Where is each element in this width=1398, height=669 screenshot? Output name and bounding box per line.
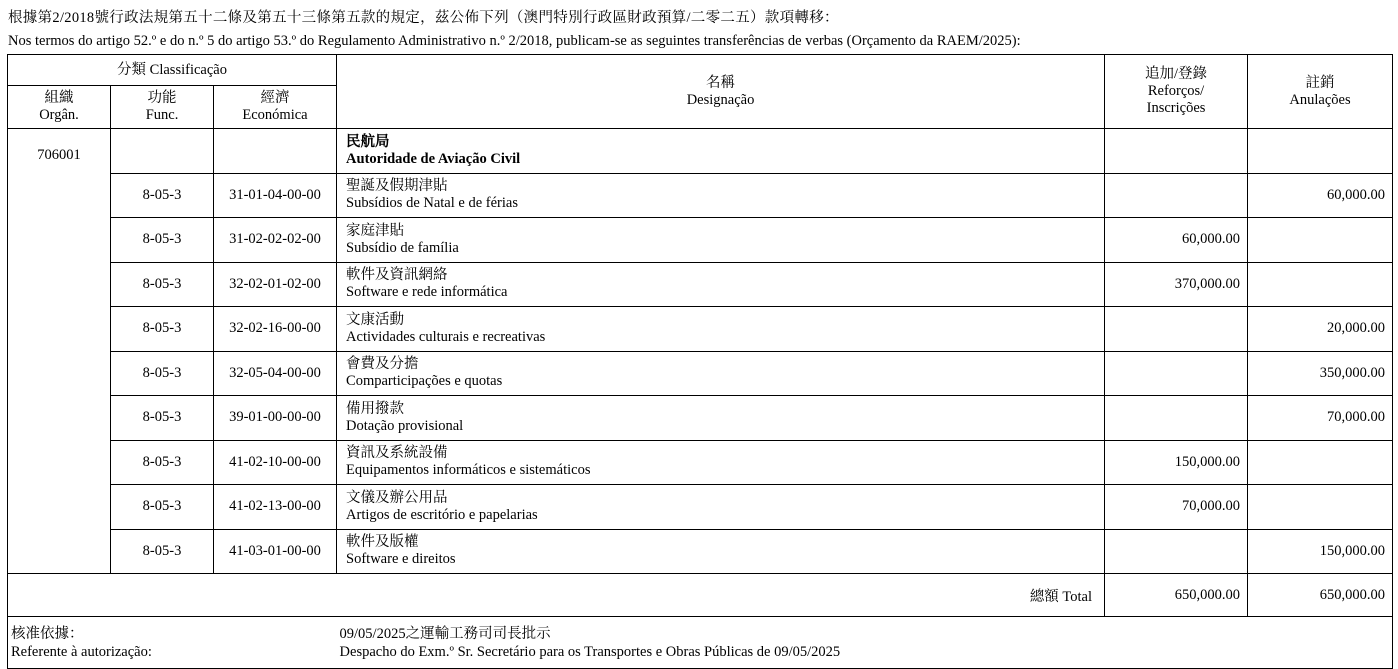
- functional-header: [111, 86, 214, 129]
- intro-chinese: 根據第2/2018號行政法規第五十二條及第五十三條第五款的規定，茲公佈下列（澳門特別行政區財政預算/二零二五）款項轉移：: [8, 10, 839, 26]
- table-row: [8, 307, 1393, 352]
- organ-name-zh: 民航局: [346, 133, 390, 150]
- annulment-amount: 150,000.00: [1248, 529, 1393, 574]
- designation-cell: [337, 262, 1105, 307]
- economic-code: 39-01-00-00-00: [214, 396, 337, 441]
- designation-pt: Actividades culturais e recreativas: [346, 328, 546, 345]
- table-row: [8, 262, 1393, 307]
- organ-reinf-cell: [1105, 129, 1248, 174]
- total-row: [8, 574, 1393, 617]
- authorization-text: [337, 617, 1393, 669]
- functional-code: 8-05-3: [111, 173, 214, 218]
- economic-code: 31-01-04-00-00: [214, 173, 337, 218]
- table-row: [8, 173, 1393, 218]
- functional-code: 8-05-3: [111, 218, 214, 263]
- reinforcement-amount: 150,000.00: [1105, 440, 1248, 485]
- functional-code: 8-05-3: [111, 262, 214, 307]
- designation-zh: 備用撥款: [346, 400, 405, 417]
- organic-header-pt: Orgân.: [39, 107, 79, 123]
- classification-header: 分類 Classificação: [8, 55, 337, 86]
- organ-name-pt: Autoridade de Aviação Civil: [346, 150, 521, 167]
- annulment-amount: 350,000.00: [1248, 351, 1393, 396]
- annulments-header-pt: Anulações: [1289, 91, 1351, 108]
- intro-portuguese: Nos termos do artigo 52.º e do n.º 5 do artigo 53.º do Regulamento Administrativo n.º 2/2018, publicam-se as seguintes transferências de verbas (Orçamento da RAEM/2025):: [8, 33, 1021, 49]
- authorization-text-pt: Despacho do Exm.º Sr. Secretário para os Transportes e Obras Públicas de 09/05/2025: [339, 643, 841, 660]
- designation-zh: 軟件及版權: [346, 534, 419, 551]
- economic-header: [214, 86, 337, 129]
- table-row: [8, 396, 1393, 441]
- table-row: [8, 529, 1393, 574]
- designation-zh: 會費及分擔: [346, 356, 419, 373]
- annulment-amount: [1248, 218, 1393, 263]
- designation-cell: [337, 218, 1105, 263]
- functional-header-pt: Func.: [145, 107, 179, 123]
- economic-header-zh: 經濟: [260, 90, 290, 106]
- designation-pt: Artigos de escritório e papelarias: [346, 506, 538, 523]
- authorization-text-zh: 09/05/2025之運輸工務司司長批示: [339, 625, 551, 642]
- designation-zh: 家庭津貼: [346, 222, 405, 239]
- designation-header: [337, 55, 1105, 129]
- table-row: [8, 351, 1393, 396]
- functional-code: 8-05-3: [111, 529, 214, 574]
- total-annulments: 650,000.00: [1248, 574, 1393, 617]
- annulment-amount: 60,000.00: [1248, 173, 1393, 218]
- total-label: 總額 Total: [8, 574, 1105, 617]
- organic-header: [8, 86, 111, 129]
- authorization-label: [8, 617, 337, 669]
- economic-code: 32-02-01-02-00: [214, 262, 337, 307]
- designation-cell: [337, 307, 1105, 352]
- reinforcements-header: [1105, 55, 1248, 129]
- designation-pt: Dotação provisional: [346, 417, 464, 434]
- functional-code: 8-05-3: [111, 351, 214, 396]
- table-row: [8, 485, 1393, 530]
- functional-code: 8-05-3: [111, 485, 214, 530]
- reinforcements-header-pt2: Inscrições: [1146, 100, 1206, 116]
- table-row: [8, 440, 1393, 485]
- designation-cell: [337, 485, 1105, 530]
- authorization-row: [8, 617, 1393, 669]
- annulment-amount: 20,000.00: [1248, 307, 1393, 352]
- designation-pt: Equipamentos informáticos e sistemáticos: [346, 462, 591, 479]
- functional-code: 8-05-3: [111, 440, 214, 485]
- reinforcement-amount: [1105, 351, 1248, 396]
- economic-code: 41-03-01-00-00: [214, 529, 337, 574]
- annulment-amount: 70,000.00: [1248, 396, 1393, 441]
- economic-code: 32-05-04-00-00: [214, 351, 337, 396]
- reinforcement-amount: 370,000.00: [1105, 262, 1248, 307]
- organ-econ-cell: [214, 129, 337, 174]
- reinforcement-amount: [1105, 173, 1248, 218]
- reinforcement-amount: 70,000.00: [1105, 485, 1248, 530]
- designation-pt: Comparticipações e quotas: [346, 373, 503, 390]
- designation-pt: Subsídio de família: [346, 239, 459, 256]
- functional-code: 8-05-3: [111, 307, 214, 352]
- economic-header-pt: Económica: [242, 107, 308, 123]
- reinforcements-header-pt1: Reforços/: [1147, 83, 1205, 99]
- designation-cell: [337, 173, 1105, 218]
- designation-zh: 聖誕及假期津貼: [346, 178, 448, 195]
- annulments-header-zh: 註銷: [1305, 74, 1335, 91]
- designation-pt: Software e direitos: [346, 551, 456, 568]
- table-row: [8, 218, 1393, 263]
- reinforcement-amount: [1105, 307, 1248, 352]
- designation-cell: [337, 396, 1105, 441]
- economic-code: 41-02-10-00-00: [214, 440, 337, 485]
- annulment-amount: [1248, 262, 1393, 307]
- designation-cell: [337, 529, 1105, 574]
- budget-transfer-table: [7, 54, 1393, 669]
- annulment-amount: [1248, 440, 1393, 485]
- reinforcement-amount: [1105, 396, 1248, 441]
- total-reinforcements: 650,000.00: [1105, 574, 1248, 617]
- organ-designation: [337, 129, 1105, 174]
- reinforcement-amount: [1105, 529, 1248, 574]
- organ-row: [8, 129, 1393, 174]
- economic-code: 31-02-02-02-00: [214, 218, 337, 263]
- designation-header-zh: 名稱: [706, 74, 736, 91]
- designation-zh: 文儀及辦公用品: [346, 489, 448, 506]
- annulments-header: [1248, 55, 1393, 129]
- designation-zh: 文康活動: [346, 311, 405, 328]
- designation-cell: [337, 351, 1105, 396]
- functional-header-zh: 功能: [147, 90, 177, 106]
- designation-pt: Software e rede informática: [346, 284, 508, 301]
- designation-zh: 資訊及系統設備: [346, 445, 448, 462]
- designation-zh: 軟件及資訊網絡: [346, 267, 448, 284]
- economic-code: 32-02-16-00-00: [214, 307, 337, 352]
- designation-pt: Subsídios de Natal e de férias: [346, 195, 518, 212]
- economic-code: 41-02-13-00-00: [214, 485, 337, 530]
- authorization-label-pt: Referente à autorização:: [11, 643, 152, 660]
- designation-header-pt: Designação: [686, 91, 755, 108]
- reinforcements-header-zh: 追加/登錄: [1145, 66, 1208, 82]
- organ-func-cell: [111, 129, 214, 174]
- functional-code: 8-05-3: [111, 396, 214, 441]
- authorization-label-zh: 核准依據：: [11, 625, 84, 642]
- organ-annul-cell: [1248, 129, 1393, 174]
- designation-cell: [337, 440, 1105, 485]
- organ-code: 706001: [8, 129, 111, 574]
- reinforcement-amount: 60,000.00: [1105, 218, 1248, 263]
- organic-header-zh: 組織: [44, 90, 74, 106]
- annulment-amount: [1248, 485, 1393, 530]
